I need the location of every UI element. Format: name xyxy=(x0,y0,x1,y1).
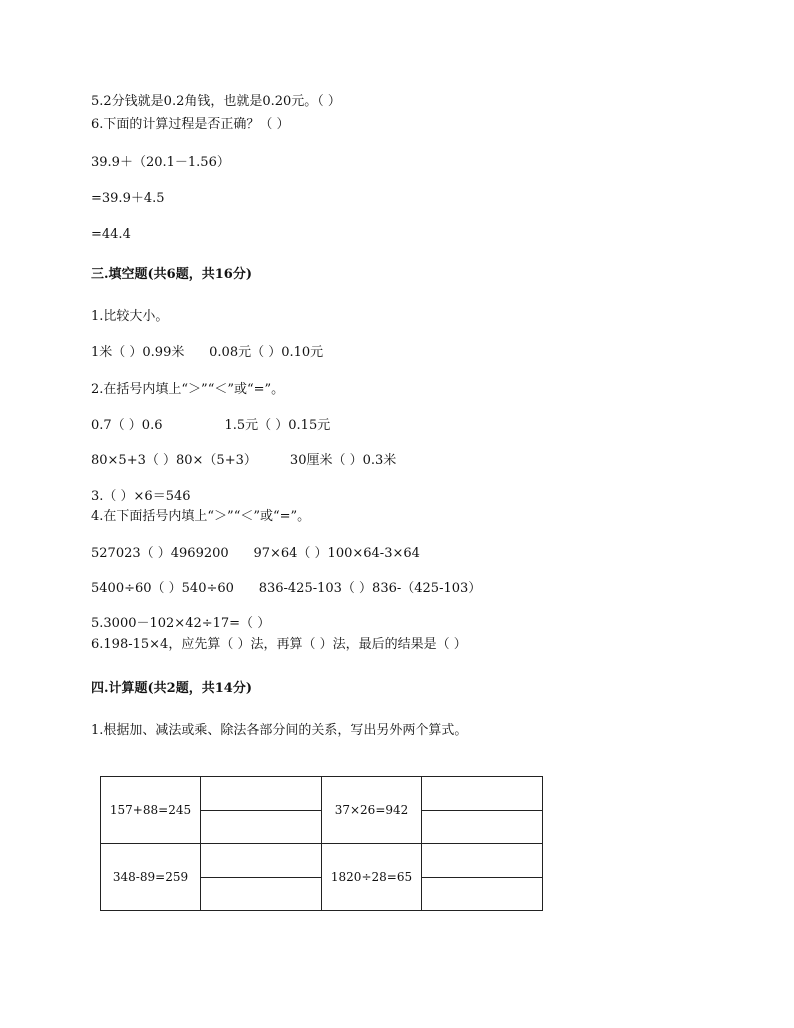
section3-q2-row1: 0.7（ ）0.6 1.5元（ ）0.15元 xyxy=(91,418,331,433)
table-answer-blank xyxy=(422,844,543,878)
section3-q6: 6.198-15×4，应先算（ ）法，再算（ ）法，最后的结果是（ ） xyxy=(91,637,467,652)
section3-q1-title: 1.比较大小。 xyxy=(91,309,169,324)
judgement-q6: 6.下面的计算过程是否正确？（ ） xyxy=(91,117,290,132)
section4-q1-title: 1.根据加、减法或乘、除法各部分间的关系，写出另外两个算式。 xyxy=(91,723,468,738)
section3-q4-title: 4.在下面括号内填上“＞”“＜”或“=”。 xyxy=(91,509,311,524)
section3-q2-row2: 80×5+3（ ）80×（5+3） 30厘米（ ）0.3米 xyxy=(91,453,397,468)
table-equation-4: 1820÷28=65 xyxy=(322,844,422,911)
section4-title: 四.计算题(共2题，共14分) xyxy=(91,681,252,696)
section3-q3: 3.（ ）×6＝546 xyxy=(91,489,191,504)
table-answer-blank xyxy=(201,777,322,811)
judgement-q5: 5.2分钱就是0.2角钱，也就是0.20元。（ ） xyxy=(91,94,341,109)
table-equation-1: 157+88=245 xyxy=(101,777,201,844)
table-answer-blank xyxy=(201,810,322,844)
section3-q4-row2: 5400÷60（ ）540÷60 836-425-103（ ）836-（425-103） xyxy=(91,581,482,596)
section3-title: 三.填空题(共6题，共16分) xyxy=(91,267,252,282)
judgement-q6-step2: =39.9＋4.5 xyxy=(91,191,165,206)
section3-q5: 5.3000－102×42÷17=（ ） xyxy=(91,616,271,631)
section3-q1-row: 1米（ ）0.99米 0.08元（ ）0.10元 xyxy=(91,345,324,360)
table-answer-blank xyxy=(201,877,322,911)
table-answer-blank xyxy=(422,877,543,911)
table-answer-blank xyxy=(422,810,543,844)
section3-q4-row1: 527023（ ）4969200 97×64（ ）100×64-3×64 xyxy=(91,546,420,561)
calc-table xyxy=(100,776,543,911)
table-answer-blank xyxy=(422,777,543,811)
section3-q2-title: 2.在括号内填上“＞”“＜”或“=”。 xyxy=(91,382,285,397)
table-answer-blank xyxy=(201,844,322,878)
table-equation-2: 37×26=942 xyxy=(322,777,422,844)
judgement-q6-step3: =44.4 xyxy=(91,227,131,242)
judgement-q6-step1: 39.9＋（20.1－1.56） xyxy=(91,155,230,170)
table-equation-3: 348-89=259 xyxy=(101,844,201,911)
